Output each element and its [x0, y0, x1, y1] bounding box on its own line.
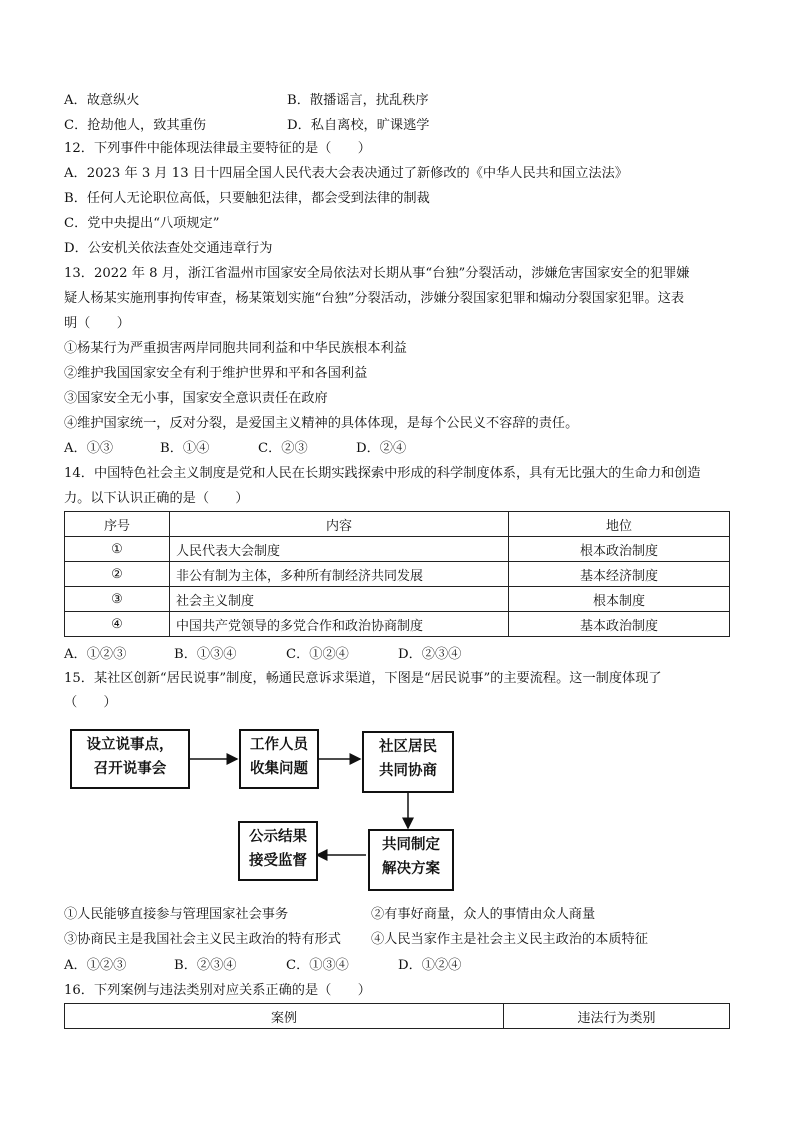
flow-box-joint-consultation — [362, 731, 454, 793]
q15-option-a: A．①②③ — [64, 958, 127, 973]
q15-option-b: B．②③④ — [174, 958, 237, 973]
q14-option-c: C．①②④ — [286, 647, 349, 662]
table-header-row — [65, 1004, 730, 1029]
q15-item2: ②有事好商量，众人的事情由众人商量 — [371, 907, 596, 922]
q12-option-c: C．党中央提出“八项规定” — [64, 216, 220, 231]
q15-stem-line2: （ ） — [64, 695, 117, 710]
flow-box-collect-issues — [239, 729, 319, 789]
q13-item1: ①杨某行为严重损害两岸同胞共同利益和中华民族根本利益 — [64, 341, 407, 356]
table-row — [65, 612, 730, 637]
table-cell: 基本政治制度 — [509, 612, 730, 637]
table-cell: ④ — [65, 612, 170, 637]
flow-box-set-up-point — [70, 729, 190, 789]
q13-item2: ②维护我国国家安全有利于维护世界和平和各国利益 — [64, 366, 368, 381]
q16-table — [64, 1003, 730, 1029]
q15-item4: ④人民当家作主是社会主义民主政治的本质特征 — [371, 932, 648, 947]
q13-option-c: C．②③ — [258, 441, 308, 456]
q14-option-d: D．②③④ — [398, 647, 462, 662]
table-header-cell: 地位 — [509, 512, 730, 537]
table-cell: ② — [65, 562, 170, 587]
q15-flowchart — [64, 725, 484, 895]
table-header-row — [65, 512, 730, 537]
q12-option-b: B．任何人无论职位高低，只要触犯法律，都会受到法律的制裁 — [64, 191, 430, 206]
q16-stem: 16．下列案例与违法类别对应关系正确的是（ ） — [64, 983, 371, 998]
table-cell: 人民代表大会制度 — [170, 537, 509, 562]
flow-box-text: 解决方案 — [382, 861, 440, 877]
q13-item4: ④维护国家统一，反对分裂，是爱国主义精神的具体体现，是每个公民义不容辞的责任。 — [64, 416, 579, 431]
flow-box-text: 公示结果 — [249, 829, 307, 845]
table-cell: 中国共产党领导的多党合作和政治协商制度 — [170, 612, 509, 637]
table-cell: 社会主义制度 — [170, 587, 509, 612]
q13-option-b: B．①④ — [160, 441, 210, 456]
q11-option-a: A．故意纵火 — [64, 93, 140, 108]
q13-option-d: D．②④ — [356, 441, 407, 456]
q11-option-c: C．抢劫他人，致其重伤 — [64, 118, 206, 133]
q14-stem-line2: 力。以下认识正确的是（ ） — [64, 491, 249, 506]
table-cell: 根本制度 — [509, 587, 730, 612]
q13-stem-line3: 明（ ） — [64, 316, 130, 331]
q15-option-d: D．①②④ — [398, 958, 462, 973]
table-cell: 基本经济制度 — [509, 562, 730, 587]
q14-option-b: B．①③④ — [174, 647, 237, 662]
table-header-cell: 违法行为类别 — [504, 1004, 730, 1029]
q13-item3: ③国家安全无小事，国家安全意识责任在政府 — [64, 391, 328, 406]
table-header-cell: 内容 — [170, 512, 509, 537]
table-header-cell: 序号 — [65, 512, 170, 537]
q14-stem-line1: 14．中国特色社会主义制度是党和人民在长期实践探索中形成的科学制度体系，具有无比强大的生命力和创造 — [64, 466, 701, 481]
q15-stem-line1: 15．某社区创新“居民说事”制度，畅通民意诉求渠道，下图是“居民说事”的主要流程。这一制度体现了 — [64, 671, 662, 686]
flow-box-text: 收集问题 — [250, 761, 308, 777]
q15-option-c: C．①③④ — [286, 958, 349, 973]
q13-stem-line2: 疑人杨某实施刑事拘传审查，杨某策划实施“台独”分裂活动，涉嫌分裂国家犯罪和煽动分裂国家犯罪。这表 — [64, 291, 685, 306]
q12-option-d: D．公安机关依法查处交通违章行为 — [64, 241, 273, 256]
table-row — [65, 562, 730, 587]
q15-item1: ①人民能够直接参与管理国家社会事务 — [64, 907, 289, 922]
table-header-cell: 案例 — [65, 1004, 504, 1029]
q11-option-d: D．私自离校，旷课逃学 — [287, 118, 430, 133]
flow-box-make-plan — [368, 829, 454, 891]
q11-option-b: B．散播谣言，扰乱秩序 — [287, 93, 429, 108]
flow-box-text: 社区居民 — [379, 739, 437, 755]
flow-box-text: 工作人员 — [250, 737, 308, 753]
flow-box-text: 接受监督 — [249, 853, 307, 869]
flow-box-text: 共同制定 — [382, 837, 440, 853]
table-cell: ③ — [65, 587, 170, 612]
q12-option-a: A．2023 年 3 月 13 日十四届全国人民代表大会表决通过了新修改的《中华人民共和国立法法》 — [64, 166, 628, 181]
q13-option-a: A．①③ — [64, 441, 114, 456]
flow-box-text: 设立说事点， — [86, 737, 174, 753]
q14-table — [64, 511, 730, 637]
table-cell: 根本政治制度 — [509, 537, 730, 562]
q12-stem: 12．下列事件中能体现法律最主要特征的是（ ） — [64, 141, 371, 156]
q13-stem-line1: 13．2022 年 8 月，浙江省温州市国家安全局依法对长期从事“台独”分裂活动，涉嫌危害国家安全的犯罪嫌 — [64, 266, 690, 281]
q14-option-a: A．①②③ — [64, 647, 127, 662]
flow-box-publicize-results — [238, 821, 318, 881]
table-cell: ① — [65, 537, 170, 562]
table-cell: 非公有制为主体，多种所有制经济共同发展 — [170, 562, 509, 587]
flow-box-text: 共同协商 — [379, 763, 437, 779]
table-row — [65, 587, 730, 612]
table-row — [65, 537, 730, 562]
q15-item3: ③协商民主是我国社会主义民主政治的特有形式 — [64, 932, 341, 947]
flow-box-text: 召开说事会 — [93, 761, 167, 777]
